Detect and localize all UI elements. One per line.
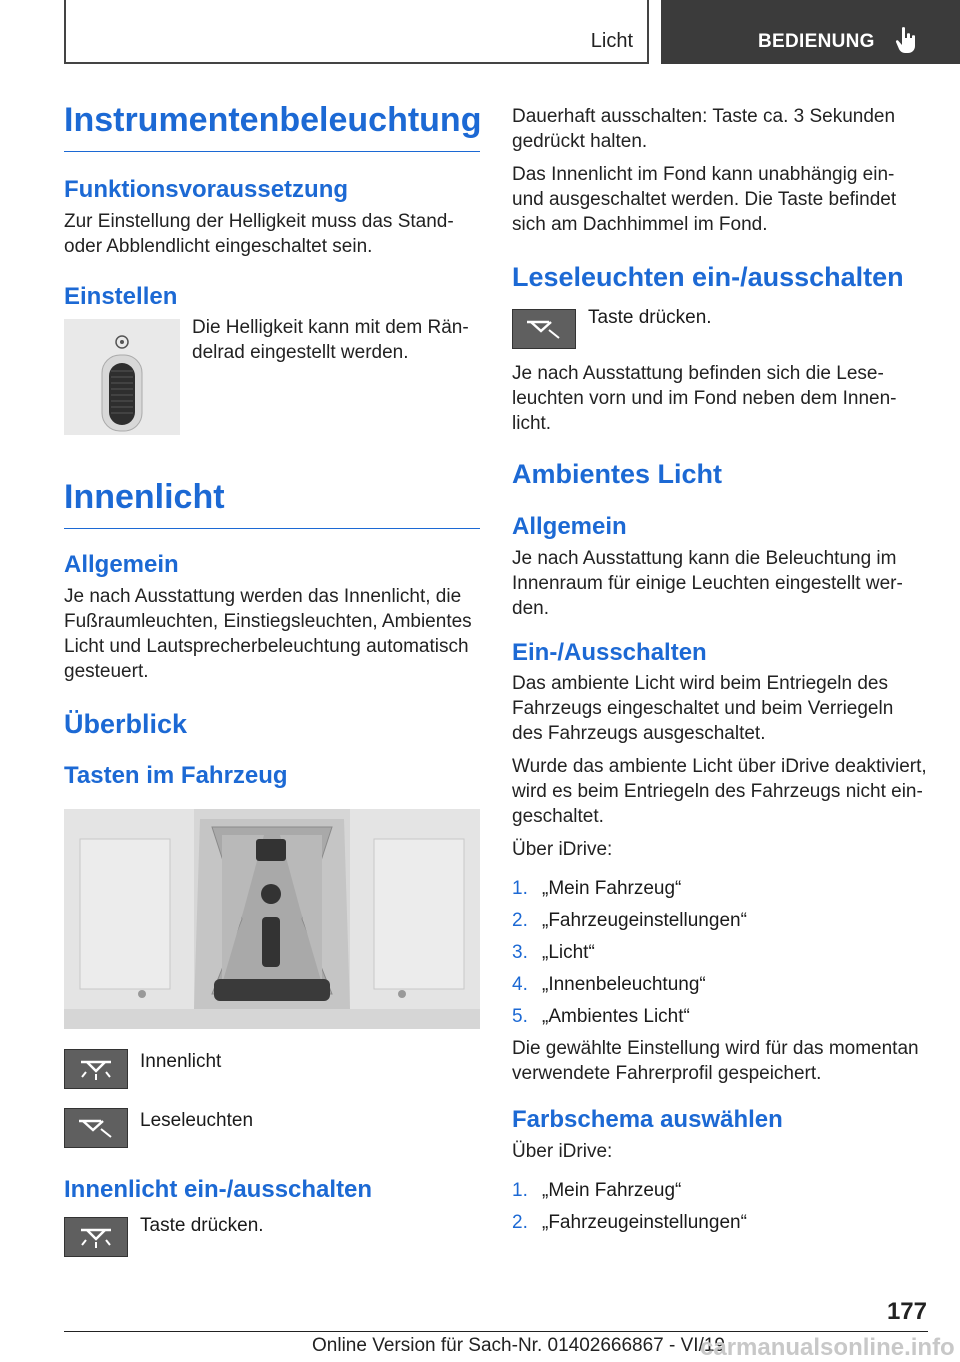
leseleuchten-button-icon [64, 1108, 128, 1148]
watermark: carmanualsonline.info [700, 1334, 955, 1361]
list-number: 4. [512, 974, 528, 996]
right-column [512, 104, 928, 1242]
paragraph-dauerhaft: Dauerhaft ausschalten: Taste ca. 3 Sekunden gedrückt halten. [512, 106, 896, 152]
paragraph-ueber-idrive-2: Über iDrive: [512, 1141, 613, 1163]
reading-light-icon [521, 316, 567, 342]
idrive-steps-list [512, 876, 928, 1029]
label-taste-druecken-left: Taste drücken. [140, 1214, 264, 1236]
heading-allgemein-left: Allgemein [64, 551, 179, 579]
list-text: „Licht“ [542, 942, 595, 964]
list-text: „Innenbeleuchtung“ [542, 974, 706, 996]
heading-ein-ausschalten: Ein-/Ausschalten [512, 638, 707, 666]
farbschema-steps-list [512, 1178, 928, 1235]
innenlicht-taste-icon [64, 1217, 128, 1257]
list-item [512, 1004, 928, 1029]
heading-farbschema: Farbschema auswählen [512, 1106, 783, 1134]
paragraph-allgemein-right: Je nach Ausstattung kann die Beleuchtung im Innenraum für einige Leuchten eingestellt wer-den. [512, 547, 903, 619]
list-text: „Mein Fahrzeug“ [542, 1180, 682, 1202]
label-leseleuchten: Leseleuchten [140, 1110, 254, 1132]
label-innenlicht: Innenlicht [140, 1051, 222, 1073]
list-text: „Ambientes Licht“ [542, 1006, 690, 1028]
header-section-label: Licht [590, 30, 633, 52]
header-chapter-box [661, 0, 960, 64]
paragraph-funktion-line2: oder Abblendlicht eingeschaltet sein. [64, 235, 373, 257]
paragraph-idrive-deaktiviert: Wurde das ambiente Licht über iDrive deaktiviert, wird es beim Entriegeln des Fahrzeugs nicht ein-geschaltet. [512, 756, 927, 828]
paragraph-funktion [64, 209, 480, 259]
heading-allgemein-right: Allgemein [512, 512, 627, 540]
list-number: 3. [512, 942, 528, 964]
reading-light-icon [73, 1115, 119, 1141]
interior-light-icon [73, 1056, 119, 1082]
list-number: 1. [512, 1180, 528, 1202]
list-item [512, 1210, 928, 1235]
list-item [512, 1178, 928, 1203]
list-number: 2. [512, 1212, 528, 1234]
heading-ueberblick: Überblick [64, 708, 188, 739]
paragraph-ueber-idrive: Über iDrive: [512, 839, 613, 861]
list-item [512, 972, 928, 997]
header-chapter-label: BEDIENUNG [758, 31, 875, 52]
page-number: 177 [886, 1298, 927, 1325]
brightness-wheel-icon [64, 319, 180, 435]
heading-einstellen: Einstellen [64, 282, 178, 310]
leseleuchten-taste-icon [512, 309, 576, 349]
list-text: „Fahrzeugeinstellungen“ [542, 910, 747, 932]
list-item [512, 940, 928, 965]
list-number: 5. [512, 1006, 528, 1028]
list-item [512, 876, 928, 901]
footer-version: Online Version für Sach-Nr. 01402666867 - VI/19 [312, 1335, 725, 1356]
thumbwheel-image [64, 319, 180, 435]
paragraph-allgemein-left: Je nach Ausstattung werden das Innenlicht, die Fußraumleuchten, Einstiegsleuchten, Ambientes Licht und Lautsprecherbeleuchtung automatisch gesteuert. [64, 585, 472, 682]
hand-pointer-icon [894, 26, 918, 54]
paragraph-lese: Je nach Ausstattung befinden sich die Lese-leuchten vorn und im Fond neben dem Innen-licht. [512, 363, 897, 435]
heading-instrumentenbeleuchtung: Instrumentenbeleuchtung [64, 100, 480, 152]
heading-tasten-im-fahrzeug: Tasten im Fahrzeug [64, 762, 288, 790]
paragraph-gewaehlt: Die gewählte Einstellung wird für das momentan verwendete Fahrerprofil gespeichert. [512, 1038, 919, 1085]
paragraph-ein-aus: Das ambiente Licht wird beim Entriegeln des Fahrzeugs eingeschaltet und beim Verriegeln des Fahrzeugs ausgeschaltet. [512, 673, 894, 745]
paragraph-einstellen-line2: delrad eingestellt werden. [192, 342, 409, 364]
list-item [512, 908, 928, 933]
list-text: „Fahrzeugeinstellungen“ [542, 1212, 747, 1234]
list-number: 2. [512, 910, 528, 932]
list-text: „Mein Fahrzeug“ [542, 878, 682, 900]
heading-innenlicht-ein-aus: Innenlicht ein-/ausschalten [64, 1176, 373, 1204]
header-section-box [64, 0, 649, 64]
ceiling-console-image [64, 809, 480, 1029]
label-taste-druecken-right: Taste drücken. [588, 307, 712, 329]
footer-divider [64, 1331, 928, 1332]
heading-ambientes-licht: Ambientes Licht [512, 459, 723, 490]
heading-innenlicht: Innenlicht [64, 477, 480, 529]
list-number: 1. [512, 878, 528, 900]
paragraph-einstellen [192, 315, 469, 365]
innenlicht-button-icon [64, 1049, 128, 1089]
paragraph-funktion-line1: Zur Einstellung der Helligkeit muss das Stand- [64, 210, 454, 232]
left-column [64, 100, 480, 1257]
heading-funktionsvoraussetzung: Funktionsvoraussetzung [64, 175, 349, 203]
paragraph-einstellen-line1: Die Helligkeit kann mit dem Rän- [192, 317, 469, 339]
heading-leseleuchten-ein-aus: Leseleuchten ein-/ausschalten [512, 262, 904, 292]
paragraph-fond: Das Innenlicht im Fond kann unabhängig ein- und ausgeschaltet werden. Die Taste befindet sich am Dachhimmel im Fond. [512, 164, 897, 235]
interior-light-icon [73, 1224, 119, 1250]
